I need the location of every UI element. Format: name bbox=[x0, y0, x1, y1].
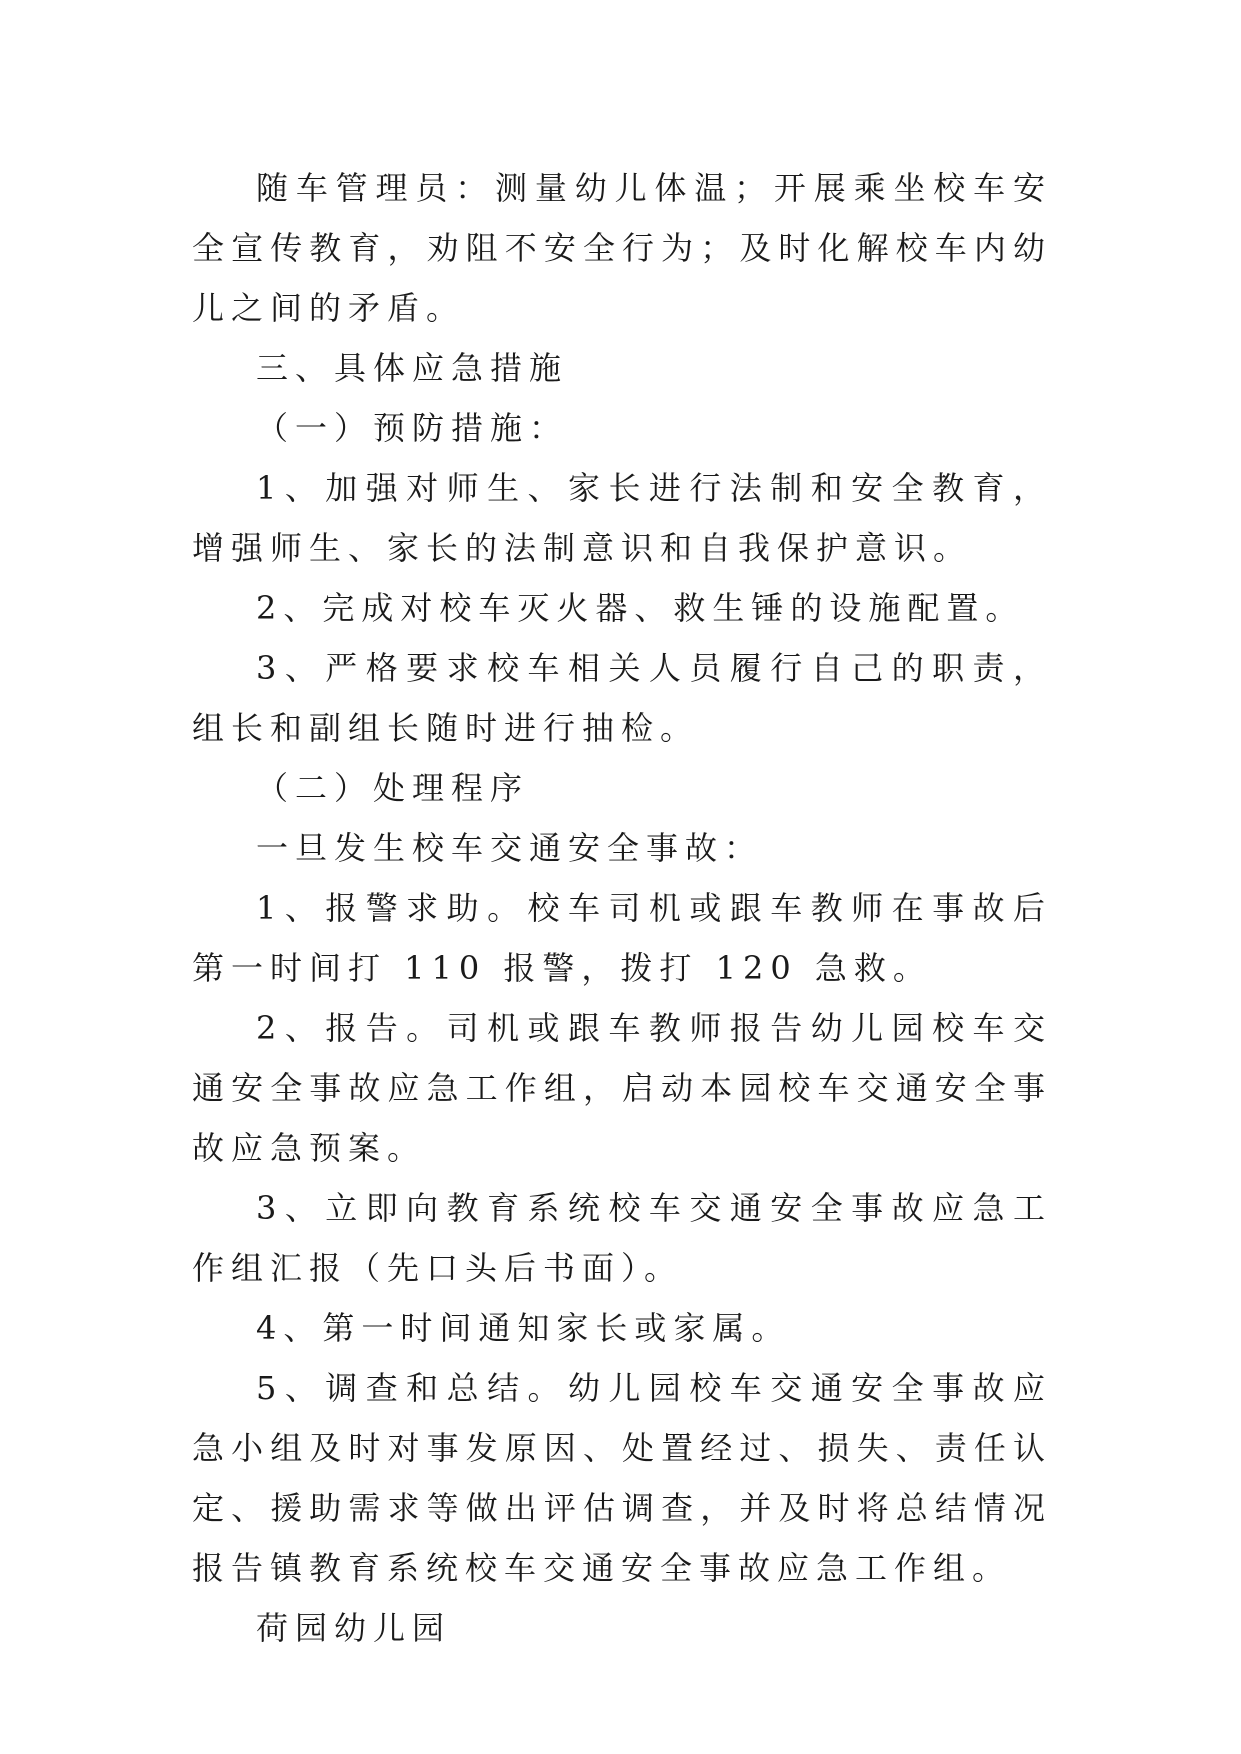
signature-organization: 荷园幼儿园 bbox=[256, 1609, 452, 1647]
subsection-heading-prevention: （一）预防措施： bbox=[256, 409, 569, 447]
list-item-procedure-5: 5、调查和总结。幼儿园校车交通安全事故应急小组及时对事发原因、处置经过、损失、责任认定、援助需求等做出评估调查，并及时将总结情况报告镇教育系统校车交通安全事故应急工作组。 bbox=[192, 1369, 1052, 1587]
subsection-heading-procedure: （二）处理程序 bbox=[256, 769, 530, 807]
paragraph-accident-intro: 一旦发生校车交通安全事故： bbox=[256, 829, 764, 867]
document-body bbox=[192, 158, 1052, 1658]
section-heading-emergency-measures: 三、具体应急措施 bbox=[256, 349, 569, 387]
list-item-procedure-3: 3、立即向教育系统校车交通安全事故应急工作组汇报（先口头后书面）。 bbox=[192, 1189, 1052, 1287]
list-item-procedure-2: 2、报告。司机或跟车教师报告幼儿园校车交通安全事故应急工作组，启动本园校车交通安全事故应急预案。 bbox=[192, 1009, 1052, 1167]
paragraph-bus-attendant-duties: 随车管理员：测量幼儿体温；开展乘坐校车安全宣传教育，劝阻不安全行为；及时化解校车内幼儿之间的矛盾。 bbox=[192, 169, 1052, 327]
list-item-procedure-4: 4、第一时间通知家长或家属。 bbox=[256, 1309, 791, 1347]
list-item-prevention-1: 1、加强对师生、家长进行法制和安全教育，增强师生、家长的法制意识和自我保护意识。 bbox=[192, 469, 1052, 567]
list-item-prevention-2: 2、完成对校车灭火器、救生锤的设施配置。 bbox=[256, 589, 1025, 627]
list-item-prevention-3: 3、严格要求校车相关人员履行自己的职责，组长和副组长随时进行抽检。 bbox=[192, 649, 1052, 747]
list-item-procedure-1: 1、报警求助。校车司机或跟车教师在事故后第一时间打 110 报警，拨打 120 急救。 bbox=[192, 889, 1052, 987]
